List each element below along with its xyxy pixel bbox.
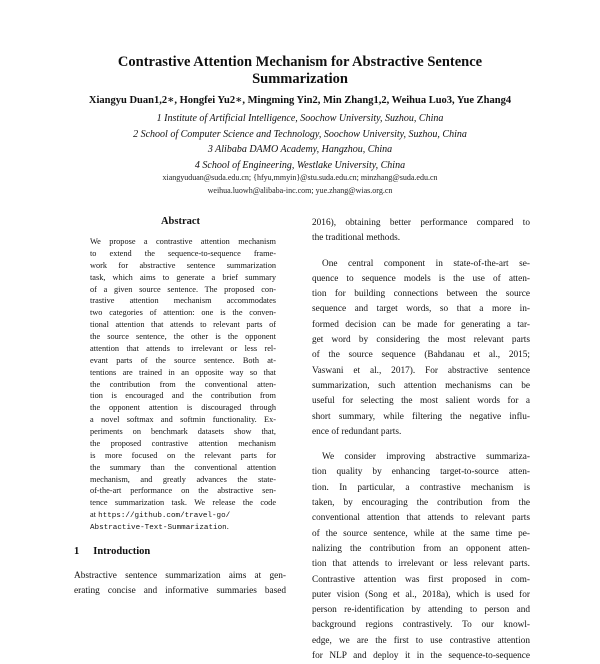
abstract-line: work for abstractive sentence summarization — [90, 260, 276, 270]
abstract-code-line — [90, 509, 276, 521]
body-line: summarization, such attention mechanisms can be — [312, 380, 530, 391]
right-column-text — [312, 216, 530, 664]
affiliation: 1 Institute of Artificial Intelligence, Soochow University, Suzhou, China — [156, 113, 444, 124]
section-heading-introduction — [74, 546, 164, 557]
body-line: useful for selecting the most salient words for a — [312, 396, 530, 407]
abstract-line: the contribution from the conventional atten- — [90, 379, 276, 389]
abstract-line: We propose a contrastive attention mechanism — [90, 237, 276, 246]
body-line: formed decision can be made for generating a tar- — [312, 319, 530, 330]
abstract-code-line — [90, 521, 276, 533]
abstract-line: tence summarization task. We release the code — [90, 498, 276, 508]
abstract-line: of-the-art performance on the abstractive sen- — [90, 486, 276, 496]
abstract-line: of a given source sentence. The proposed con- — [90, 284, 276, 294]
abstract-line: attention that attends to irrelevant or less rel- — [90, 343, 276, 353]
affiliation: 3 Alibaba DAMO Academy, Hangzhou, China — [207, 144, 393, 155]
body-line: ence of redundant parts. — [312, 426, 402, 437]
body-line: for NLP and deploy it in the sequence-to-sequence — [312, 651, 530, 662]
abstract-line: the source sentence, the other is the opponent — [90, 332, 276, 341]
code-prefix: at — [90, 510, 96, 520]
abstract-heading: Abstract — [160, 216, 201, 227]
abstract-line: the proposed contrastive attention mechanism — [90, 438, 276, 448]
body-line: One central component in state-of-the-art se- — [322, 258, 530, 269]
abstract-body — [90, 236, 276, 533]
section-title: Introduction — [93, 546, 151, 557]
body-line: quence to sequence models is the use of atten- — [312, 273, 530, 284]
abstract-line: tion is encouraged and the contribution from — [90, 391, 276, 401]
body-line: puter vision (Song et al., 2018a), which is used for — [312, 589, 530, 600]
body-line: 2016), obtaining better performance compared to — [312, 218, 530, 228]
abstract-line: trastive attention mechanism accommodates — [90, 296, 276, 306]
body-line: the traditional methods. — [312, 233, 401, 244]
body-line: tion quality by enhancing target-to-source atten- — [312, 467, 530, 478]
abstract-line: two categories of attention: one is the conven- — [90, 308, 276, 318]
title-line: Contrastive Attention Mechanism for Abstractive Sentence — [117, 54, 483, 70]
abstract-line: the summary than the conventional attention — [90, 462, 276, 472]
intro-line: Abstractive sentence summarization aims at gen- — [74, 571, 286, 581]
abstract-line: is more focused on the relevant parts for — [90, 450, 276, 460]
body-line: short summary, while filtering the negative influ- — [312, 411, 530, 422]
abstract-line: mechanism, and greatly advances the state- — [90, 474, 276, 484]
abstract-line: to extend the sequence-to-sequence frame- — [90, 248, 276, 258]
body-line: of the source sentence, while at the same time pe- — [312, 528, 530, 539]
body-line: We consider improving abstractive summariza- — [322, 452, 530, 463]
body-line: person re-identification by attending to person and — [312, 605, 530, 616]
body-line: edge, we are the first to use contrastive attention — [312, 635, 530, 646]
code-url-link-continued[interactable]: Abstractive-Text-Summarization — [90, 524, 227, 532]
paragraph-gap — [312, 247, 530, 257]
body-line: tion for building connections between the source — [312, 289, 530, 300]
email-line: xiangyuduan@suda.edu.cn; {hfyu,mmyin}@stu.suda.edu.cn; minzhang@suda.edu.cn — [162, 173, 438, 182]
abstract-line: evant parts of the source sentence. Both at- — [90, 355, 276, 365]
paper-title — [60, 54, 540, 88]
body-line: get word by considering the most relevant parts — [312, 335, 530, 346]
abstract-line: the opponent attention is discouraged through — [90, 403, 276, 413]
affiliations — [40, 111, 560, 173]
abstract-line: tentions are trained in an opposite way so that — [90, 367, 276, 377]
abstract-line: tional attention that attends to relevant parts of — [90, 320, 276, 330]
author-emails — [40, 171, 560, 197]
email-line: weihua.luowh@alibaba-inc.com; yue.zhang@wias.org.cn — [207, 186, 393, 195]
body-line: taken, by encouraging the contribution from the — [312, 498, 530, 509]
body-line: tion. In particular, a contrastive mechanism is — [312, 482, 530, 493]
body-line: background regions contrastively. To our knowl- — [312, 620, 530, 631]
paragraph-gap — [312, 440, 530, 450]
body-line: sequence and target words, so that a more in- — [312, 304, 530, 315]
body-line: tion that attends to irrelevant or less relevant parts. — [312, 559, 530, 570]
body-line: conventional attention that attends to relevant parts — [312, 513, 530, 524]
title-line: Summarization — [252, 71, 348, 87]
abstract-line: periments on benchmark datasets show that, — [90, 427, 276, 436]
author-list: Xiangyu Duan1,2∗, Hongfei Yu2∗, Mingming Yin2, Min Zhang1,2, Weihua Luo3, Yue Zhang4 — [88, 95, 512, 106]
body-line: Contrastive attention was first proposed in com- — [312, 574, 530, 585]
affiliation: 4 School of Engineering, Westlake University, China — [194, 159, 406, 171]
code-end: . — [226, 522, 229, 531]
introduction-body — [74, 569, 286, 599]
body-line: nalizing the contribution from an opponent atten- — [312, 543, 530, 554]
body-line: Vaswani et al., 2017). For abstractive sentence — [312, 365, 530, 376]
abstract-line: task, which aims to generate a brief summary — [90, 272, 276, 282]
body-line: of the source sequence (Bahdanau et al., 2015; — [312, 350, 530, 361]
section-number: 1 — [74, 546, 80, 557]
affiliation: 2 School of Computer Science and Technology, Soochow University, Suzhou, China — [133, 128, 467, 140]
code-url-link[interactable]: https://github.com/travel-go/ — [98, 512, 231, 521]
intro-line: erating concise and informative summaries based — [74, 586, 286, 596]
abstract-line: a novel softmax and softmin functionality. Ex- — [90, 415, 276, 425]
